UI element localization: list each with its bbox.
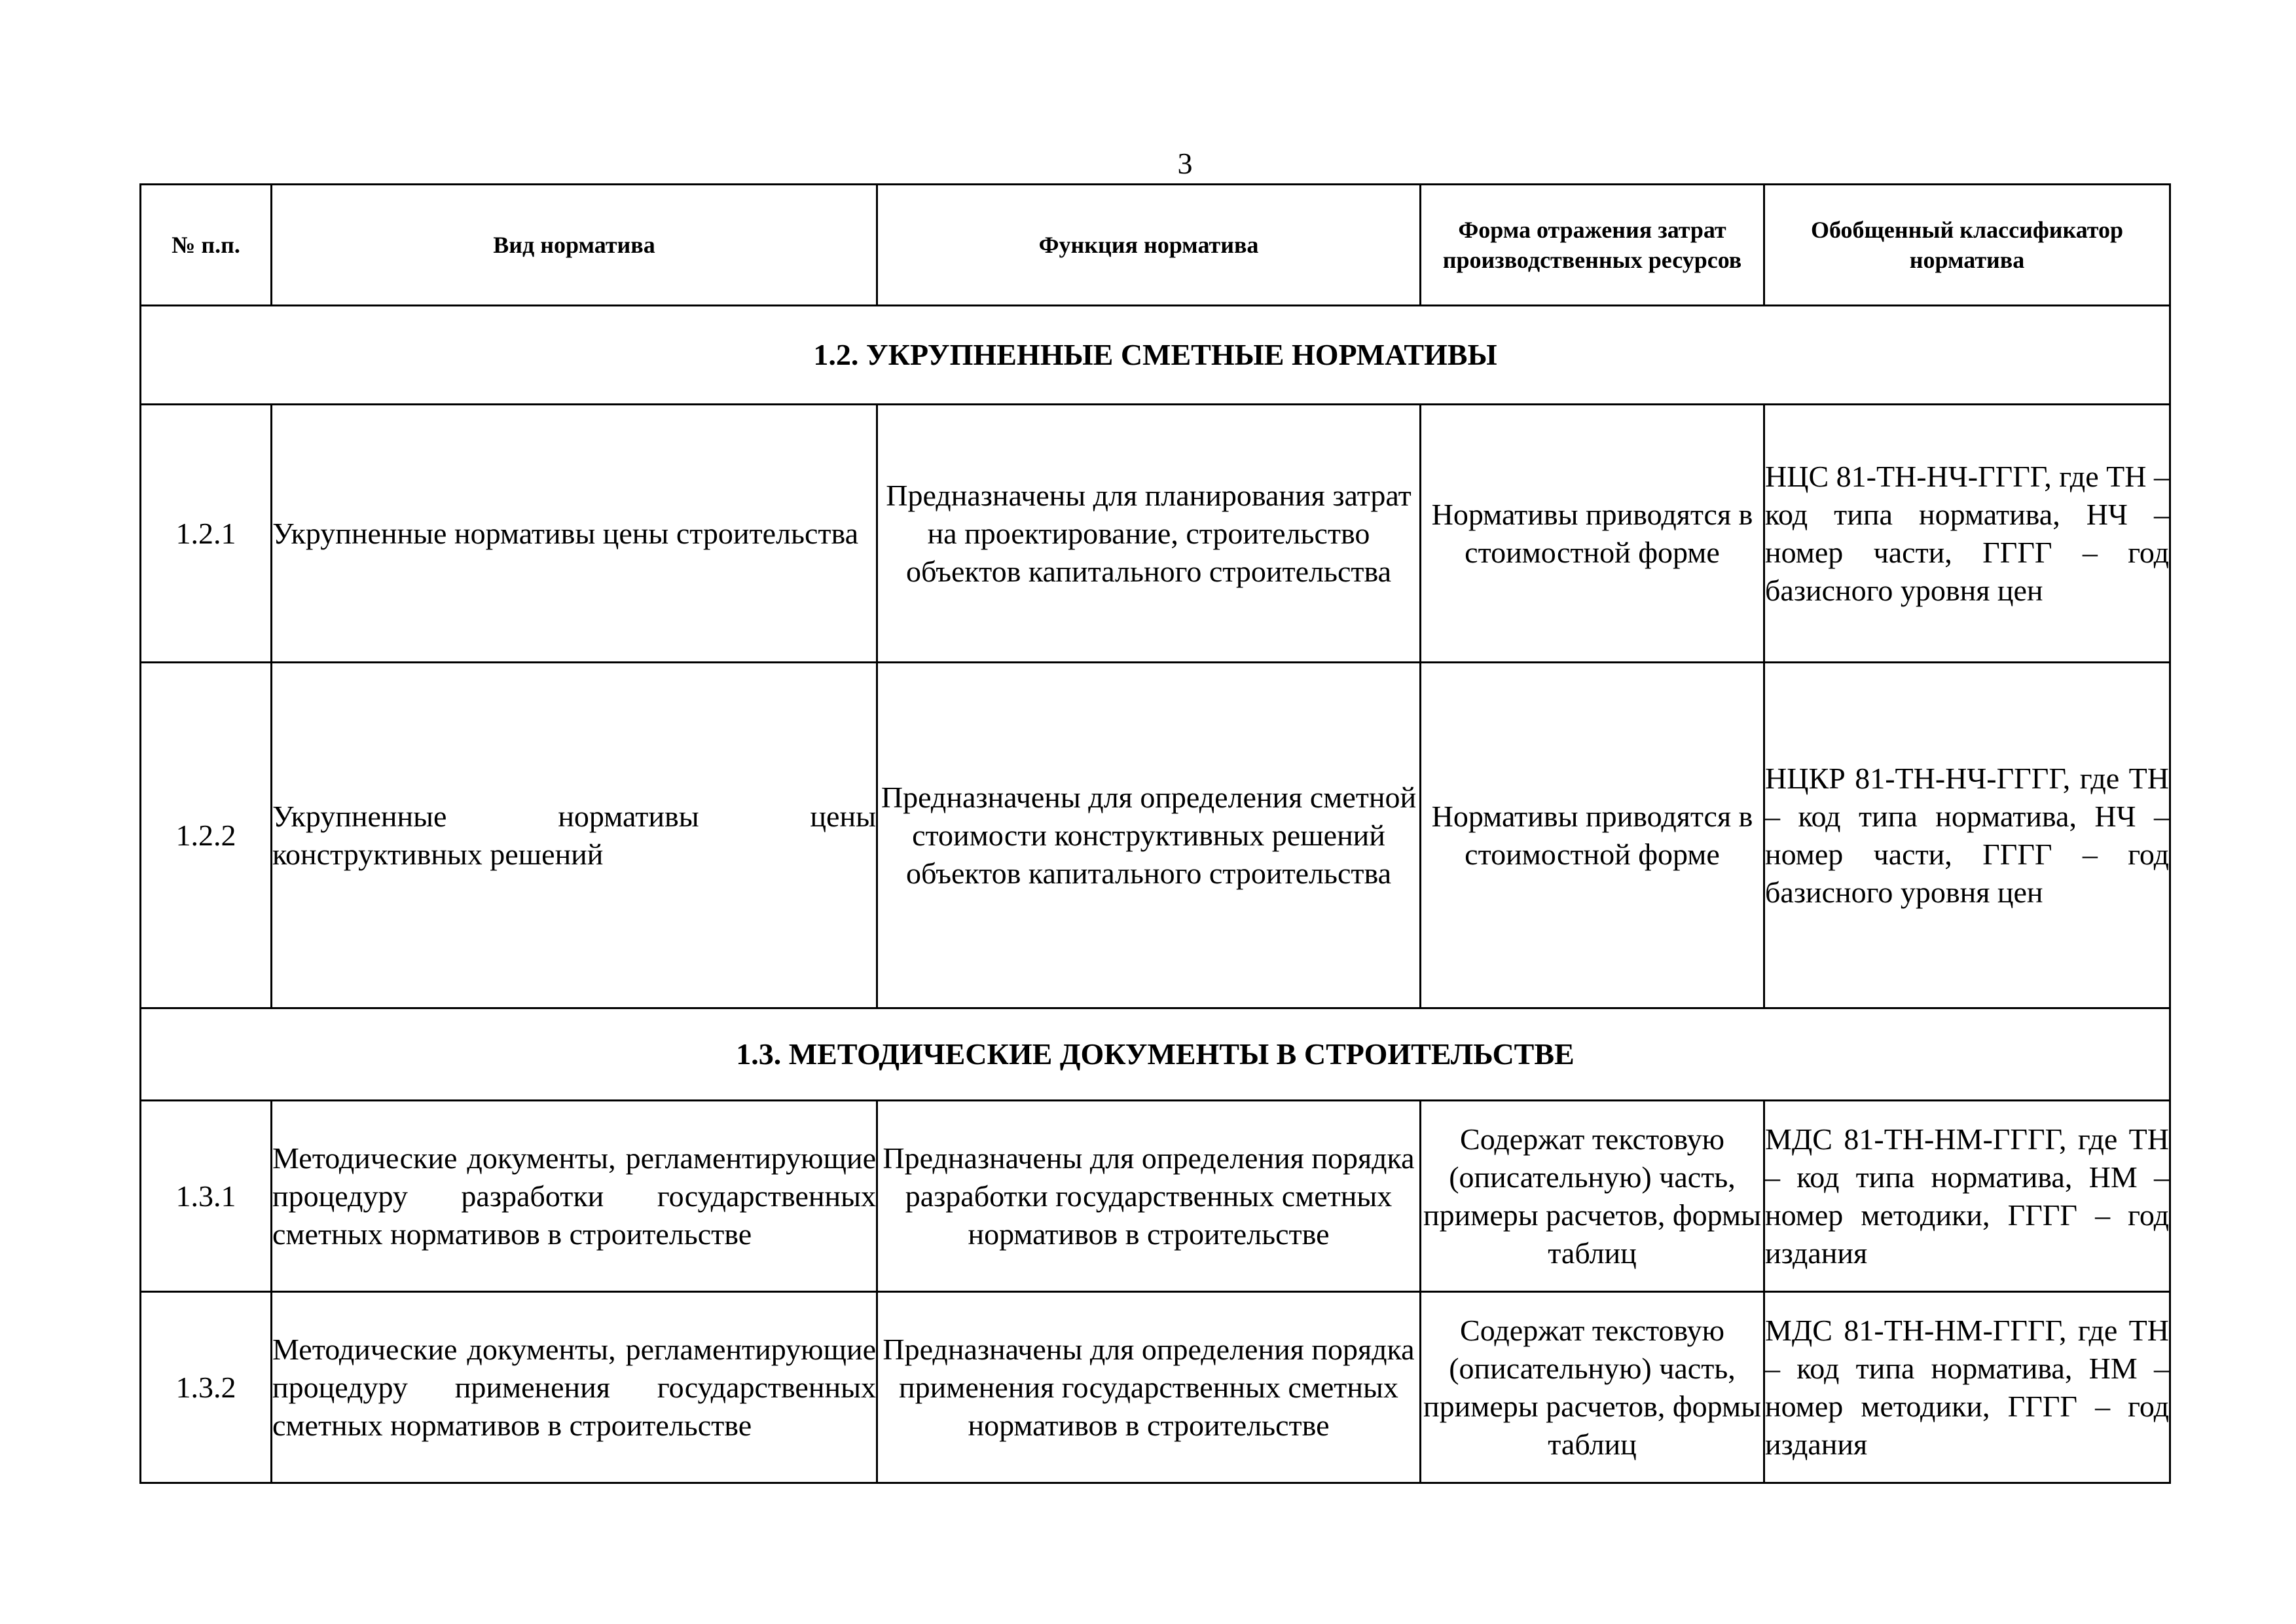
norm-classifier: МДС 81-ТН-НМ-ГГГГ, где ТН – код типа норматива, НМ – номер методики, ГГГГ – год издания bbox=[1764, 1292, 2170, 1483]
norm-kind: Укрупненные нормативы цены строительства bbox=[272, 405, 877, 663]
norm-function: Предназначены для определения сметной стоимости конструктивных решений объектов капитального строительства bbox=[877, 663, 1421, 1008]
norm-kind: Методические документы, регламентирующие процедуру применения государственных сметных нормативов в строительстве bbox=[272, 1292, 877, 1483]
header-form: Форма отражения затрат производственных ресурсов bbox=[1421, 185, 1764, 306]
header-classifier: Обобщенный классификатор норматива bbox=[1764, 185, 2170, 306]
norm-function: Предназначены для планирования затрат на проектирование, строительство объектов капитального строительства bbox=[877, 405, 1421, 663]
cost-form: Нормативы приводятся в стоимостной форме bbox=[1421, 663, 1764, 1008]
header-function: Функция норматива bbox=[877, 185, 1421, 306]
norm-function: Предназначены для определения порядка применения государственных сметных нормативов в строительстве bbox=[877, 1292, 1421, 1483]
row-number: 1.2.1 bbox=[141, 405, 272, 663]
norm-classifier: НЦС 81-ТН-НЧ-ГГГГ, где ТН – код типа норматива, НЧ – номер части, ГГГГ – год базисного уровня цен bbox=[1764, 405, 2170, 663]
cost-form: Содержат текстовую (описательную) часть, примеры расчетов, формы таблиц bbox=[1421, 1101, 1764, 1292]
table-row bbox=[141, 1292, 2170, 1483]
table-row bbox=[141, 405, 2170, 663]
page-number: 3 bbox=[1177, 147, 1193, 180]
cost-form: Содержат текстовую (описательную) часть, примеры расчетов, формы таблиц bbox=[1421, 1292, 1764, 1483]
norms-table bbox=[139, 183, 2171, 1484]
section-title: 1.2. УКРУПНЕННЫЕ СМЕТНЫЕ НОРМАТИВЫ bbox=[141, 306, 2170, 405]
norm-classifier: МДС 81-ТН-НМ-ГГГГ, где ТН – код типа норматива, НМ – номер методики, ГГГГ – год издания bbox=[1764, 1101, 2170, 1292]
header-row bbox=[141, 185, 2170, 306]
header-kind: Вид норматива bbox=[272, 185, 877, 306]
section-title: 1.3. МЕТОДИЧЕСКИЕ ДОКУМЕНТЫ В СТРОИТЕЛЬСТВЕ bbox=[141, 1008, 2170, 1101]
norm-classifier: НЦКР 81-ТН-НЧ-ГГГГ, где ТН – код типа норматива, НЧ – номер части, ГГГГ – год базисного уровня цен bbox=[1764, 663, 2170, 1008]
norm-kind: Методические документы, регламентирующие процедуру разработки государственных сметных нормативов в строительстве bbox=[272, 1101, 877, 1292]
table-row bbox=[141, 663, 2170, 1008]
row-number: 1.3.1 bbox=[141, 1101, 272, 1292]
cost-form: Нормативы приводятся в стоимостной форме bbox=[1421, 405, 1764, 663]
norm-kind: Укрупненные нормативы цены конструктивных решений bbox=[272, 663, 877, 1008]
norm-function: Предназначены для определения порядка разработки государственных сметных нормативов в строительстве bbox=[877, 1101, 1421, 1292]
section-row bbox=[141, 1008, 2170, 1101]
row-number: 1.3.2 bbox=[141, 1292, 272, 1483]
row-number: 1.2.2 bbox=[141, 663, 272, 1008]
header-num: № п.п. bbox=[141, 185, 272, 306]
section-row bbox=[141, 306, 2170, 405]
table-row bbox=[141, 1101, 2170, 1292]
